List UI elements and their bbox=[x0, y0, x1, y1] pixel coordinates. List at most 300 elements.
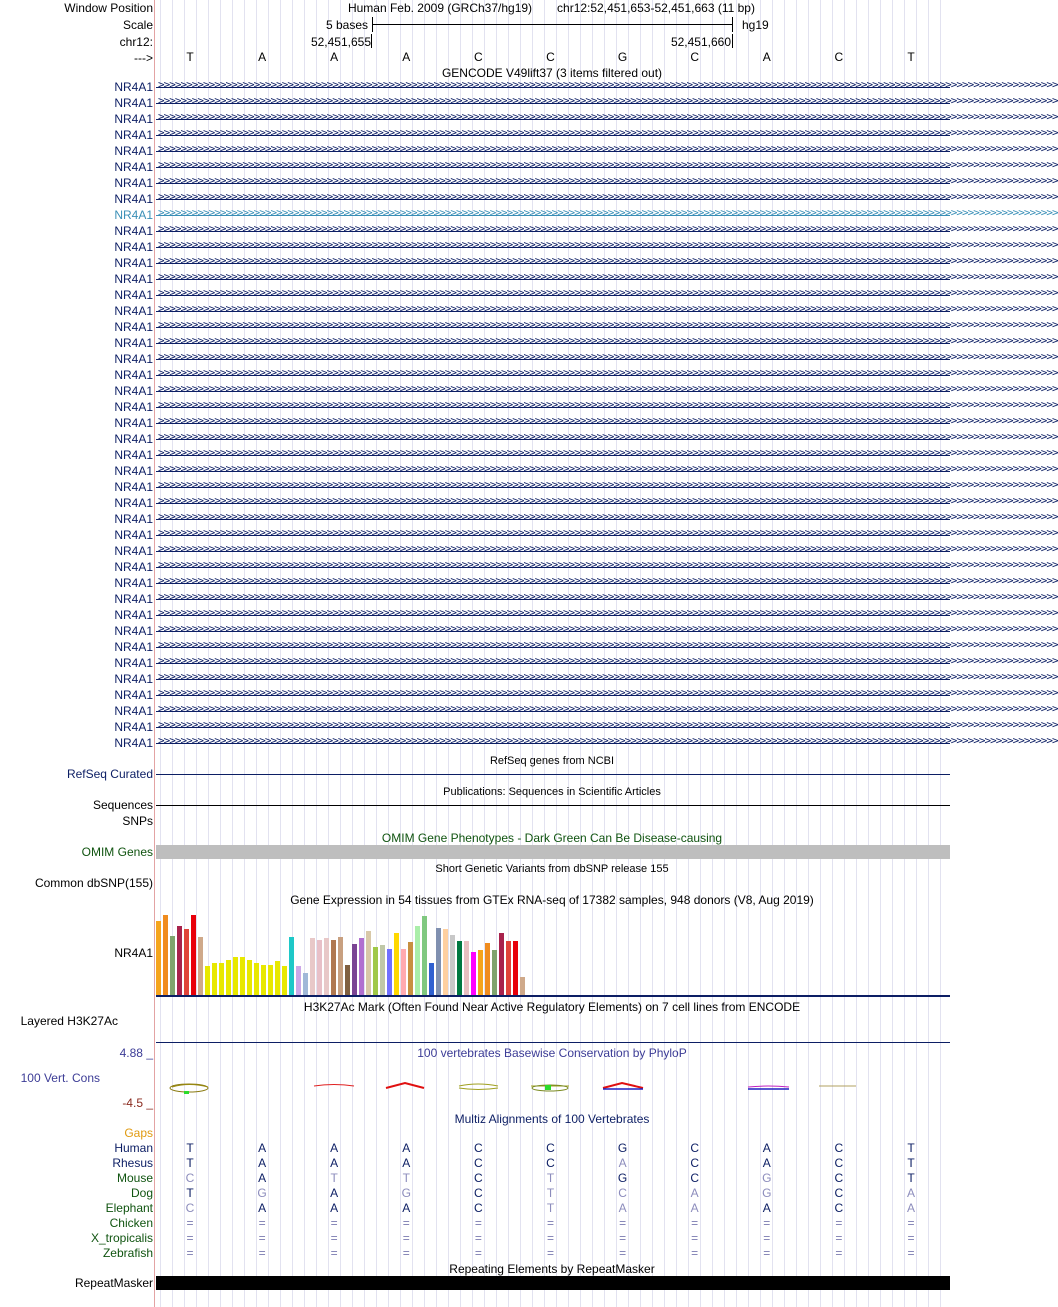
alignment-base: = bbox=[402, 1216, 410, 1230]
gtex-title[interactable]: Gene Expression in 54 tissues from GTEx RNA-seq of 17382 samples, 948 donors (V8, Aug 2019) bbox=[290, 893, 814, 907]
chrom-label[interactable]: chr12: bbox=[119, 35, 153, 49]
gencode-gene-label[interactable]: NR4A1 bbox=[114, 560, 153, 574]
strand-arrows: >>>>>>>>>>>>>>>>>>>>>>>>>>>>>>>>>>>>>>>>>>>>>>>>>>>>>>>>>>>>>>>>>>>>>>>>>>>>>>>>>>>>>>>>>>>>>>>>>>>>>>>>>>>>>>>>>>>>>>>>>>>>>>>>>>>>>>>>>>>>>>>>>>>>>>>>>>>>>>>> bbox=[158, 526, 1058, 539]
gencode-transcript[interactable] bbox=[156, 318, 1058, 334]
alignment-base: C bbox=[474, 1141, 483, 1155]
gencode-transcript[interactable] bbox=[156, 510, 1058, 526]
gencode-transcript[interactable] bbox=[156, 558, 1058, 574]
strand-arrows: >>>>>>>>>>>>>>>>>>>>>>>>>>>>>>>>>>>>>>>>>>>>>>>>>>>>>>>>>>>>>>>>>>>>>>>>>>>>>>>>>>>>>>>>>>>>>>>>>>>>>>>>>>>>>>>>>>>>>>>>>>>>>>>>>>>>>>>>>>>>>>>>>>>>>>>>>>>>>>>> bbox=[158, 702, 1058, 715]
gtex-bar[interactable] bbox=[240, 957, 245, 995]
gencode-gene-label[interactable]: NR4A1 bbox=[114, 688, 153, 702]
gtex-bar[interactable] bbox=[275, 961, 280, 995]
alignment-base: = bbox=[907, 1246, 915, 1260]
phylop-min: -4.5 _ bbox=[122, 1096, 153, 1110]
phylop-label[interactable]: 100 Vert. Cons bbox=[20, 1071, 100, 1085]
gencode-transcript[interactable] bbox=[156, 446, 1058, 462]
alignment-base: C bbox=[618, 1186, 627, 1200]
label-separator bbox=[154, 0, 155, 1307]
gencode-gene-label[interactable]: NR4A1 bbox=[114, 240, 153, 254]
gtex-bar[interactable] bbox=[310, 938, 315, 995]
gencode-gene-label[interactable]: NR4A1 bbox=[114, 640, 153, 654]
gencode-transcript[interactable] bbox=[156, 398, 1058, 414]
alignment-base: A bbox=[330, 1201, 339, 1215]
gencode-transcript[interactable] bbox=[156, 430, 1058, 446]
gtex-bar-chart[interactable] bbox=[156, 908, 950, 995]
gtex-bar[interactable] bbox=[373, 947, 378, 995]
gtex-bar[interactable] bbox=[520, 977, 525, 995]
alignment-base: = bbox=[763, 1231, 771, 1245]
omim-title[interactable]: OMIM Gene Phenotypes - Dark Green Can Be Disease-causing bbox=[381, 831, 723, 845]
gencode-gene-label[interactable]: NR4A1 bbox=[114, 400, 153, 414]
gtex-bar[interactable] bbox=[513, 941, 518, 995]
dbsnp-label[interactable]: Common dbSNP(155) bbox=[34, 876, 153, 890]
gencode-gene-label[interactable]: NR4A1 bbox=[114, 464, 153, 478]
alignment-base: C bbox=[834, 1141, 844, 1155]
strand-toggle[interactable]: ---> bbox=[134, 51, 153, 65]
alignment-base: T bbox=[907, 1156, 915, 1170]
alignment-base: G bbox=[762, 1171, 772, 1185]
gtex-bar[interactable] bbox=[296, 966, 301, 995]
gencode-title[interactable]: GENCODE V49lift37 (3 items filtered out) bbox=[441, 66, 663, 80]
gencode-gene-label[interactable]: NR4A1 bbox=[114, 336, 153, 350]
gencode-transcript[interactable] bbox=[156, 286, 1058, 302]
gtex-bar[interactable] bbox=[429, 963, 434, 995]
reference-base: T bbox=[907, 50, 915, 64]
gtex-bar[interactable] bbox=[219, 963, 224, 995]
strand-arrows: >>>>>>>>>>>>>>>>>>>>>>>>>>>>>>>>>>>>>>>>>>>>>>>>>>>>>>>>>>>>>>>>>>>>>>>>>>>>>>>>>>>>>>>>>>>>>>>>>>>>>>>>>>>>>>>>>>>>>>>>>>>>>>>>>>>>>>>>>>>>>>>>>>>>>>>>>>>>>>>> bbox=[158, 126, 1058, 139]
gtex-bar[interactable] bbox=[289, 937, 294, 995]
coord-right: 52,451,660 bbox=[670, 35, 731, 49]
strand-arrows: >>>>>>>>>>>>>>>>>>>>>>>>>>>>>>>>>>>>>>>>>>>>>>>>>>>>>>>>>>>>>>>>>>>>>>>>>>>>>>>>>>>>>>>>>>>>>>>>>>>>>>>>>>>>>>>>>>>>>>>>>>>>>>>>>>>>>>>>>>>>>>>>>>>>>>>>>>>>>>>> bbox=[158, 670, 1058, 683]
scale-bar-tick-left bbox=[372, 17, 373, 32]
gencode-transcript[interactable] bbox=[156, 366, 1058, 382]
strand-arrows: >>>>>>>>>>>>>>>>>>>>>>>>>>>>>>>>>>>>>>>>>>>>>>>>>>>>>>>>>>>>>>>>>>>>>>>>>>>>>>>>>>>>>>>>>>>>>>>>>>>>>>>>>>>>>>>>>>>>>>>>>>>>>>>>>>>>>>>>>>>>>>>>>>>>>>>>>>>>>>>> bbox=[158, 142, 1058, 155]
gencode-transcript[interactable] bbox=[156, 526, 1058, 542]
gencode-transcript[interactable] bbox=[156, 334, 1058, 350]
position-text: chr12:52,451,653-52,451,663 (11 bp) bbox=[557, 1, 755, 15]
alignment-base: A bbox=[258, 1171, 267, 1185]
gencode-transcript[interactable] bbox=[156, 590, 1058, 606]
gtex-bar[interactable] bbox=[198, 937, 203, 995]
gtex-bar[interactable] bbox=[254, 963, 259, 995]
alignment-base: C bbox=[474, 1156, 483, 1170]
gencode-gene-label[interactable]: NR4A1 bbox=[114, 704, 153, 718]
alignment-base: = bbox=[330, 1231, 338, 1245]
omim-bar[interactable] bbox=[156, 845, 950, 859]
alignment-base: = bbox=[402, 1246, 410, 1260]
gencode-gene-label[interactable]: NR4A1 bbox=[114, 160, 153, 174]
gencode-gene-label[interactable]: NR4A1 bbox=[114, 192, 153, 206]
gencode-gene-label[interactable]: NR4A1 bbox=[114, 592, 153, 606]
gencode-gene-label[interactable]: NR4A1 bbox=[114, 528, 153, 542]
db-text: hg19 bbox=[742, 18, 769, 32]
gtex-bar[interactable] bbox=[177, 926, 182, 995]
gencode-gene-label[interactable]: NR4A1 bbox=[114, 304, 153, 318]
multiz-gaps-label[interactable]: Gaps bbox=[124, 1126, 153, 1140]
gencode-gene-label[interactable]: NR4A1 bbox=[114, 288, 153, 302]
gtex-bar[interactable] bbox=[338, 937, 343, 995]
alignment-base: = bbox=[474, 1246, 482, 1260]
alignment-base: C bbox=[834, 1186, 844, 1200]
strand-arrows: >>>>>>>>>>>>>>>>>>>>>>>>>>>>>>>>>>>>>>>>>>>>>>>>>>>>>>>>>>>>>>>>>>>>>>>>>>>>>>>>>>>>>>>>>>>>>>>>>>>>>>>>>>>>>>>>>>>>>>>>>>>>>>>>>>>>>>>>>>>>>>>>>>>>>>>>>>>>>>>> bbox=[158, 110, 1058, 123]
gtex-bar[interactable] bbox=[163, 915, 168, 995]
gtex-bar[interactable] bbox=[401, 949, 406, 995]
gencode-transcript[interactable] bbox=[156, 142, 1058, 158]
gencode-gene-label[interactable]: NR4A1 bbox=[114, 112, 153, 126]
strand-arrows: >>>>>>>>>>>>>>>>>>>>>>>>>>>>>>>>>>>>>>>>>>>>>>>>>>>>>>>>>>>>>>>>>>>>>>>>>>>>>>>>>>>>>>>>>>>>>>>>>>>>>>>>>>>>>>>>>>>>>>>>>>>>>>>>>>>>>>>>>>>>>>>>>>>>>>>>>>>>>>>> bbox=[158, 398, 1058, 411]
gtex-bar[interactable] bbox=[233, 957, 238, 995]
gencode-gene-label[interactable]: NR4A1 bbox=[114, 272, 153, 286]
alignment-base: = bbox=[258, 1231, 266, 1245]
gtex-bar[interactable] bbox=[492, 950, 497, 995]
alignment-base: = bbox=[258, 1216, 266, 1230]
gtex-bar[interactable] bbox=[485, 943, 490, 995]
alignment-base: A bbox=[762, 1141, 771, 1155]
gencode-transcript[interactable] bbox=[156, 494, 1058, 510]
gtex-bar[interactable] bbox=[156, 921, 161, 995]
alignment-base: G bbox=[762, 1186, 772, 1200]
alignment-base: C bbox=[474, 1186, 483, 1200]
alignment-base: = bbox=[258, 1246, 266, 1260]
alignment-base: A bbox=[906, 1186, 916, 1200]
gtex-bar[interactable] bbox=[443, 929, 448, 995]
strand-arrows: >>>>>>>>>>>>>>>>>>>>>>>>>>>>>>>>>>>>>>>>>>>>>>>>>>>>>>>>>>>>>>>>>>>>>>>>>>>>>>>>>>>>>>>>>>>>>>>>>>>>>>>>>>>>>>>>>>>>>>>>>>>>>>>>>>>>>>>>>>>>>>>>>>>>>>>>>>>>>>>> bbox=[158, 286, 1058, 299]
alignment-base: T bbox=[186, 1141, 194, 1155]
window-position-label[interactable]: Window Position bbox=[64, 1, 153, 15]
gtex-bar[interactable] bbox=[408, 942, 413, 995]
gencode-transcript[interactable] bbox=[156, 670, 1058, 686]
alignment-base: A bbox=[330, 1186, 339, 1200]
publications-line[interactable] bbox=[156, 805, 950, 806]
alignment-base: G bbox=[257, 1186, 267, 1200]
gencode-transcript[interactable] bbox=[156, 702, 1058, 718]
alignment-base: = bbox=[907, 1216, 915, 1230]
strand-arrows: >>>>>>>>>>>>>>>>>>>>>>>>>>>>>>>>>>>>>>>>>>>>>>>>>>>>>>>>>>>>>>>>>>>>>>>>>>>>>>>>>>>>>>>>>>>>>>>>>>>>>>>>>>>>>>>>>>>>>>>>>>>>>>>>>>>>>>>>>>>>>>>>>>>>>>>>>>>>>>>> bbox=[158, 478, 1058, 491]
alignment-base: G bbox=[617, 1141, 628, 1155]
gencode-gene-label[interactable]: NR4A1 bbox=[114, 176, 153, 190]
refseq-label[interactable]: RefSeq Curated bbox=[66, 767, 153, 781]
gencode-transcript[interactable] bbox=[156, 222, 1058, 238]
gencode-transcript[interactable] bbox=[156, 254, 1058, 270]
alignment-base: C bbox=[834, 1201, 844, 1215]
gencode-transcript[interactable] bbox=[156, 462, 1058, 478]
reference-base: T bbox=[186, 50, 194, 64]
scale-bar bbox=[372, 24, 733, 25]
alignment-base: A bbox=[690, 1186, 699, 1200]
strand-arrows: >>>>>>>>>>>>>>>>>>>>>>>>>>>>>>>>>>>>>>>>>>>>>>>>>>>>>>>>>>>>>>>>>>>>>>>>>>>>>>>>>>>>>>>>>>>>>>>>>>>>>>>>>>>>>>>>>>>>>>>>>>>>>>>>>>>>>>>>>>>>>>>>>>>>>>>>>>>>>>>> bbox=[158, 638, 1058, 651]
gencode-gene-label[interactable]: NR4A1 bbox=[114, 672, 153, 686]
gencode-transcript[interactable] bbox=[156, 94, 1058, 110]
strand-arrows: >>>>>>>>>>>>>>>>>>>>>>>>>>>>>>>>>>>>>>>>>>>>>>>>>>>>>>>>>>>>>>>>>>>>>>>>>>>>>>>>>>>>>>>>>>>>>>>>>>>>>>>>>>>>>>>>>>>>>>>>>>>>>>>>>>>>>>>>>>>>>>>>>>>>>>>>>>>>>>>> bbox=[158, 590, 1058, 603]
alignment-base: A bbox=[402, 1156, 411, 1170]
strand-arrows: >>>>>>>>>>>>>>>>>>>>>>>>>>>>>>>>>>>>>>>>>>>>>>>>>>>>>>>>>>>>>>>>>>>>>>>>>>>>>>>>>>>>>>>>>>>>>>>>>>>>>>>>>>>>>>>>>>>>>>>>>>>>>>>>>>>>>>>>>>>>>>>>>>>>>>>>>>>>>>>> bbox=[158, 302, 1058, 315]
gtex-bar[interactable] bbox=[352, 944, 357, 995]
strand-arrows: >>>>>>>>>>>>>>>>>>>>>>>>>>>>>>>>>>>>>>>>>>>>>>>>>>>>>>>>>>>>>>>>>>>>>>>>>>>>>>>>>>>>>>>>>>>>>>>>>>>>>>>>>>>>>>>>>>>>>>>>>>>>>>>>>>>>>>>>>>>>>>>>>>>>>>>>>>>>>>>> bbox=[158, 366, 1058, 379]
gencode-transcript[interactable] bbox=[156, 542, 1058, 558]
gencode-transcript[interactable] bbox=[156, 350, 1058, 366]
strand-arrows: >>>>>>>>>>>>>>>>>>>>>>>>>>>>>>>>>>>>>>>>>>>>>>>>>>>>>>>>>>>>>>>>>>>>>>>>>>>>>>>>>>>>>>>>>>>>>>>>>>>>>>>>>>>>>>>>>>>>>>>>>>>>>>>>>>>>>>>>>>>>>>>>>>>>>>>>>>>>>>>> bbox=[158, 174, 1058, 187]
alignment-base: T bbox=[907, 1171, 915, 1185]
gencode-transcript[interactable] bbox=[156, 478, 1058, 494]
gencode-gene-label[interactable]: NR4A1 bbox=[114, 608, 153, 622]
gencode-gene-label[interactable]: NR4A1 bbox=[114, 720, 153, 734]
gencode-gene-label[interactable]: NR4A1 bbox=[114, 656, 153, 670]
strand-arrows: >>>>>>>>>>>>>>>>>>>>>>>>>>>>>>>>>>>>>>>>>>>>>>>>>>>>>>>>>>>>>>>>>>>>>>>>>>>>>>>>>>>>>>>>>>>>>>>>>>>>>>>>>>>>>>>>>>>>>>>>>>>>>>>>>>>>>>>>>>>>>>>>>>>>>>>>>>>>>>>> bbox=[158, 574, 1058, 587]
strand-arrows: >>>>>>>>>>>>>>>>>>>>>>>>>>>>>>>>>>>>>>>>>>>>>>>>>>>>>>>>>>>>>>>>>>>>>>>>>>>>>>>>>>>>>>>>>>>>>>>>>>>>>>>>>>>>>>>>>>>>>>>>>>>>>>>>>>>>>>>>>>>>>>>>>>>>>>>>>>>>>>>> bbox=[158, 446, 1058, 459]
gencode-transcript[interactable] bbox=[156, 158, 1058, 174]
gtex-bar[interactable] bbox=[359, 938, 364, 995]
species-label[interactable]: Elephant bbox=[105, 1201, 153, 1215]
gtex-bar[interactable] bbox=[366, 931, 371, 995]
multiz-title[interactable]: Multiz Alignments of 100 Vertebrates bbox=[454, 1112, 650, 1126]
gencode-transcript[interactable] bbox=[156, 190, 1058, 206]
alignment-base: = bbox=[402, 1231, 410, 1245]
alignment-base: C bbox=[690, 1156, 700, 1170]
alignment-base: A bbox=[618, 1201, 627, 1215]
gencode-transcript[interactable] bbox=[156, 78, 1058, 94]
reference-base: C bbox=[690, 50, 700, 64]
gtex-bar[interactable] bbox=[205, 966, 210, 995]
gtex-bar[interactable] bbox=[464, 941, 469, 995]
alignment-base: = bbox=[474, 1216, 482, 1230]
gencode-gene-label[interactable]: NR4A1 bbox=[114, 480, 153, 494]
phylop-wiggle[interactable] bbox=[156, 1074, 950, 1098]
alignment-base: A bbox=[402, 1201, 411, 1215]
gtex-bar[interactable] bbox=[268, 965, 273, 995]
gtex-bar[interactable] bbox=[226, 960, 231, 995]
alignment-base: C bbox=[834, 1171, 844, 1185]
alignment-base: T bbox=[907, 1141, 915, 1155]
gtex-bar[interactable] bbox=[184, 929, 189, 995]
repeatmasker-title[interactable]: Repeating Elements by RepeatMasker bbox=[449, 1262, 655, 1276]
gencode-gene-label[interactable]: NR4A1 bbox=[114, 496, 153, 510]
gtex-bar[interactable] bbox=[422, 916, 427, 995]
alignment-base: = bbox=[835, 1246, 843, 1260]
gtex-label[interactable]: NR4A1 bbox=[114, 946, 153, 960]
alignment-base: = bbox=[691, 1231, 699, 1245]
alignment-base: = bbox=[763, 1216, 771, 1230]
strand-arrows: >>>>>>>>>>>>>>>>>>>>>>>>>>>>>>>>>>>>>>>>>>>>>>>>>>>>>>>>>>>>>>>>>>>>>>>>>>>>>>>>>>>>>>>>>>>>>>>>>>>>>>>>>>>>>>>>>>>>>>>>>>>>>>>>>>>>>>>>>>>>>>>>>>>>>>>>>>>>>>>> bbox=[158, 606, 1058, 619]
repeatmasker-bar[interactable] bbox=[156, 1276, 950, 1290]
scale-label[interactable]: Scale bbox=[122, 18, 153, 32]
strand-arrows: >>>>>>>>>>>>>>>>>>>>>>>>>>>>>>>>>>>>>>>>>>>>>>>>>>>>>>>>>>>>>>>>>>>>>>>>>>>>>>>>>>>>>>>>>>>>>>>>>>>>>>>>>>>>>>>>>>>>>>>>>>>>>>>>>>>>>>>>>>>>>>>>>>>>>>>>>>>>>>>> bbox=[158, 558, 1058, 571]
gencode-gene-label[interactable]: NR4A1 bbox=[114, 96, 153, 110]
alignment-base: T bbox=[186, 1186, 194, 1200]
phylop-title[interactable]: 100 vertebrates Basewise Conservation by PhyloP bbox=[417, 1046, 687, 1060]
alignment-base: A bbox=[258, 1156, 267, 1170]
gencode-gene-label[interactable]: NR4A1 bbox=[114, 416, 153, 430]
strand-arrows: >>>>>>>>>>>>>>>>>>>>>>>>>>>>>>>>>>>>>>>>>>>>>>>>>>>>>>>>>>>>>>>>>>>>>>>>>>>>>>>>>>>>>>>>>>>>>>>>>>>>>>>>>>>>>>>>>>>>>>>>>>>>>>>>>>>>>>>>>>>>>>>>>>>>>>>>>>>>>>>> bbox=[158, 430, 1058, 443]
gencode-transcript[interactable] bbox=[156, 126, 1058, 142]
gencode-transcript[interactable] bbox=[156, 622, 1058, 638]
strand-arrows: >>>>>>>>>>>>>>>>>>>>>>>>>>>>>>>>>>>>>>>>>>>>>>>>>>>>>>>>>>>>>>>>>>>>>>>>>>>>>>>>>>>>>>>>>>>>>>>>>>>>>>>>>>>>>>>>>>>>>>>>>>>>>>>>>>>>>>>>>>>>>>>>>>>>>>>>>>>>>>>> bbox=[158, 494, 1058, 507]
alignment-base: = bbox=[835, 1216, 843, 1230]
strand-arrows: >>>>>>>>>>>>>>>>>>>>>>>>>>>>>>>>>>>>>>>>>>>>>>>>>>>>>>>>>>>>>>>>>>>>>>>>>>>>>>>>>>>>>>>>>>>>>>>>>>>>>>>>>>>>>>>>>>>>>>>>>>>>>>>>>>>>>>>>>>>>>>>>>>>>>>>>>>>>>>>> bbox=[158, 222, 1058, 235]
gtex-bar[interactable] bbox=[471, 952, 476, 995]
strand-arrows: >>>>>>>>>>>>>>>>>>>>>>>>>>>>>>>>>>>>>>>>>>>>>>>>>>>>>>>>>>>>>>>>>>>>>>>>>>>>>>>>>>>>>>>>>>>>>>>>>>>>>>>>>>>>>>>>>>>>>>>>>>>>>>>>>>>>>>>>>>>>>>>>>>>>>>>>>>>>>>>> bbox=[158, 270, 1058, 283]
alignment-base: = bbox=[619, 1216, 627, 1230]
species-label[interactable]: X_tropicalis bbox=[90, 1231, 153, 1245]
gencode-transcript[interactable] bbox=[156, 734, 1058, 750]
strand-arrows: >>>>>>>>>>>>>>>>>>>>>>>>>>>>>>>>>>>>>>>>>>>>>>>>>>>>>>>>>>>>>>>>>>>>>>>>>>>>>>>>>>>>>>>>>>>>>>>>>>>>>>>>>>>>>>>>>>>>>>>>>>>>>>>>>>>>>>>>>>>>>>>>>>>>>>>>>>>>>>>> bbox=[158, 318, 1058, 331]
strand-arrows: >>>>>>>>>>>>>>>>>>>>>>>>>>>>>>>>>>>>>>>>>>>>>>>>>>>>>>>>>>>>>>>>>>>>>>>>>>>>>>>>>>>>>>>>>>>>>>>>>>>>>>>>>>>>>>>>>>>>>>>>>>>>>>>>>>>>>>>>>>>>>>>>>>>>>>>>>>>>>>>> bbox=[158, 734, 1058, 747]
gtex-bar[interactable] bbox=[450, 935, 455, 995]
alignment-base: C bbox=[690, 1171, 700, 1185]
gencode-gene-label[interactable]: NR4A1 bbox=[114, 384, 153, 398]
gencode-gene-label[interactable]: NR4A1 bbox=[114, 624, 153, 638]
gencode-transcript[interactable] bbox=[156, 302, 1058, 318]
gtex-bar[interactable] bbox=[247, 960, 252, 995]
strand-arrows: >>>>>>>>>>>>>>>>>>>>>>>>>>>>>>>>>>>>>>>>>>>>>>>>>>>>>>>>>>>>>>>>>>>>>>>>>>>>>>>>>>>>>>>>>>>>>>>>>>>>>>>>>>>>>>>>>>>>>>>>>>>>>>>>>>>>>>>>>>>>>>>>>>>>>>>>>>>>>>>> bbox=[158, 190, 1058, 203]
gtex-bar[interactable] bbox=[394, 933, 399, 995]
strand-arrows: >>>>>>>>>>>>>>>>>>>>>>>>>>>>>>>>>>>>>>>>>>>>>>>>>>>>>>>>>>>>>>>>>>>>>>>>>>>>>>>>>>>>>>>>>>>>>>>>>>>>>>>>>>>>>>>>>>>>>>>>>>>>>>>>>>>>>>>>>>>>>>>>>>>>>>>>>>>>>>>> bbox=[158, 158, 1058, 171]
gtex-bar[interactable] bbox=[415, 926, 420, 995]
gencode-gene-label[interactable]: NR4A1 bbox=[114, 224, 153, 238]
alignment-base: = bbox=[907, 1231, 915, 1245]
reference-base: G bbox=[617, 50, 628, 64]
gencode-transcript[interactable] bbox=[156, 606, 1058, 622]
strand-arrows: >>>>>>>>>>>>>>>>>>>>>>>>>>>>>>>>>>>>>>>>>>>>>>>>>>>>>>>>>>>>>>>>>>>>>>>>>>>>>>>>>>>>>>>>>>>>>>>>>>>>>>>>>>>>>>>>>>>>>>>>>>>>>>>>>>>>>>>>>>>>>>>>>>>>>>>>>>>>>>>> bbox=[158, 238, 1058, 251]
gencode-transcript[interactable] bbox=[156, 206, 1058, 222]
species-label[interactable]: Chicken bbox=[109, 1216, 153, 1230]
alignment-base: A bbox=[258, 1201, 267, 1215]
h3k27ac-label[interactable]: Layered H3K27Ac bbox=[20, 1014, 118, 1028]
gtex-bar[interactable] bbox=[212, 963, 217, 995]
gtex-bar[interactable] bbox=[457, 941, 462, 995]
gtex-bar[interactable] bbox=[436, 928, 441, 995]
gtex-bar[interactable] bbox=[191, 915, 196, 995]
gtex-bar[interactable] bbox=[303, 973, 308, 995]
alignment-base: = bbox=[186, 1216, 194, 1230]
gencode-transcript[interactable] bbox=[156, 238, 1058, 254]
h3k27ac-baseline bbox=[156, 1042, 950, 1043]
species-label[interactable]: Mouse bbox=[116, 1171, 153, 1185]
alignment-base: T bbox=[402, 1171, 410, 1185]
species-label[interactable]: Zebrafish bbox=[102, 1246, 153, 1260]
refseq-line[interactable] bbox=[156, 774, 950, 775]
gtex-bar[interactable] bbox=[478, 950, 483, 995]
strand-arrows: >>>>>>>>>>>>>>>>>>>>>>>>>>>>>>>>>>>>>>>>>>>>>>>>>>>>>>>>>>>>>>>>>>>>>>>>>>>>>>>>>>>>>>>>>>>>>>>>>>>>>>>>>>>>>>>>>>>>>>>>>>>>>>>>>>>>>>>>>>>>>>>>>>>>>>>>>>>>>>>> bbox=[158, 382, 1058, 395]
gtex-bar[interactable] bbox=[380, 945, 385, 995]
gtex-bar[interactable] bbox=[170, 936, 175, 995]
alignment-base: = bbox=[474, 1231, 482, 1245]
gencode-transcript[interactable] bbox=[156, 110, 1058, 126]
strand-arrows: >>>>>>>>>>>>>>>>>>>>>>>>>>>>>>>>>>>>>>>>>>>>>>>>>>>>>>>>>>>>>>>>>>>>>>>>>>>>>>>>>>>>>>>>>>>>>>>>>>>>>>>>>>>>>>>>>>>>>>>>>>>>>>>>>>>>>>>>>>>>>>>>>>>>>>>>>>>>>>>> bbox=[158, 78, 1058, 91]
gtex-bar[interactable] bbox=[282, 966, 287, 995]
reference-base: A bbox=[330, 50, 339, 64]
alignment-base: A bbox=[402, 1141, 411, 1155]
strand-arrows: >>>>>>>>>>>>>>>>>>>>>>>>>>>>>>>>>>>>>>>>>>>>>>>>>>>>>>>>>>>>>>>>>>>>>>>>>>>>>>>>>>>>>>>>>>>>>>>>>>>>>>>>>>>>>>>>>>>>>>>>>>>>>>>>>>>>>>>>>>>>>>>>>>>>>>>>>>>>>>>> bbox=[158, 622, 1058, 635]
coord-tick-left bbox=[371, 34, 372, 48]
gencode-gene-label[interactable]: NR4A1 bbox=[114, 576, 153, 590]
alignment-base: = bbox=[186, 1246, 194, 1260]
gencode-gene-label[interactable]: NR4A1 bbox=[114, 208, 153, 222]
gtex-bar[interactable] bbox=[317, 940, 322, 995]
gtex-bar[interactable] bbox=[324, 938, 329, 995]
gencode-transcript[interactable] bbox=[156, 174, 1058, 190]
gencode-transcript[interactable] bbox=[156, 270, 1058, 286]
alignment-base: A bbox=[906, 1201, 916, 1215]
alignment-base: A bbox=[618, 1156, 627, 1170]
gencode-transcript[interactable] bbox=[156, 686, 1058, 702]
gencode-gene-label[interactable]: NR4A1 bbox=[114, 256, 153, 270]
gencode-gene-label[interactable]: NR4A1 bbox=[114, 368, 153, 382]
alignment-base: G bbox=[617, 1171, 628, 1185]
gtex-bar[interactable] bbox=[387, 949, 392, 995]
alignment-base: = bbox=[546, 1246, 555, 1260]
alignment-base: = bbox=[186, 1231, 194, 1245]
alignment-base: = bbox=[330, 1246, 338, 1260]
gtex-bar[interactable] bbox=[506, 941, 511, 995]
publications-label[interactable]: Sequences bbox=[92, 798, 153, 812]
gtex-baseline bbox=[156, 995, 950, 997]
alignment-base: = bbox=[330, 1216, 338, 1230]
species-label[interactable]: Dog bbox=[130, 1186, 153, 1200]
species-label[interactable]: Rhesus bbox=[112, 1156, 153, 1170]
gencode-gene-label[interactable]: NR4A1 bbox=[114, 432, 153, 446]
dbsnp-title[interactable]: Short Genetic Variants from dbSNP release 155 bbox=[435, 863, 669, 875]
gencode-gene-label[interactable]: NR4A1 bbox=[114, 144, 153, 158]
gencode-gene-label[interactable]: NR4A1 bbox=[114, 448, 153, 462]
alignment-base: A bbox=[258, 1141, 267, 1155]
gencode-gene-label[interactable]: NR4A1 bbox=[114, 512, 153, 526]
gencode-transcript[interactable] bbox=[156, 414, 1058, 430]
alignment-base: C bbox=[834, 1156, 844, 1170]
reference-base: C bbox=[834, 50, 844, 64]
gencode-transcript[interactable] bbox=[156, 638, 1058, 654]
coord-left: 52,451,655 bbox=[310, 35, 371, 49]
gencode-transcript[interactable] bbox=[156, 382, 1058, 398]
gencode-gene-label[interactable]: NR4A1 bbox=[114, 320, 153, 334]
scale-bar-tick-right bbox=[732, 17, 733, 32]
strand-arrows: >>>>>>>>>>>>>>>>>>>>>>>>>>>>>>>>>>>>>>>>>>>>>>>>>>>>>>>>>>>>>>>>>>>>>>>>>>>>>>>>>>>>>>>>>>>>>>>>>>>>>>>>>>>>>>>>>>>>>>>>>>>>>>>>>>>>>>>>>>>>>>>>>>>>>>>>>>>>>>>> bbox=[158, 206, 1058, 219]
publications-title[interactable]: Publications: Sequences in Scientific Articles bbox=[443, 786, 661, 798]
gtex-bar[interactable] bbox=[345, 965, 350, 995]
alignment-base: A bbox=[330, 1156, 339, 1170]
gtex-bar[interactable] bbox=[331, 940, 336, 995]
gencode-transcript[interactable] bbox=[156, 574, 1058, 590]
alignment-base: = bbox=[691, 1246, 699, 1260]
gencode-transcript[interactable] bbox=[156, 718, 1058, 734]
alignment-base: T bbox=[330, 1171, 338, 1185]
gencode-gene-label[interactable]: NR4A1 bbox=[114, 544, 153, 558]
alignment-base: A bbox=[330, 1141, 339, 1155]
repeatmasker-label[interactable]: RepeatMasker bbox=[74, 1276, 153, 1290]
alignment-base: C bbox=[185, 1201, 195, 1215]
gencode-transcript[interactable] bbox=[156, 654, 1058, 670]
gencode-gene-label[interactable]: NR4A1 bbox=[114, 736, 153, 750]
gencode-gene-label[interactable]: NR4A1 bbox=[114, 128, 153, 142]
phylop-max: 4.88 _ bbox=[119, 1046, 153, 1060]
publications-snps-label[interactable]: SNPs bbox=[122, 814, 153, 828]
strand-arrows: >>>>>>>>>>>>>>>>>>>>>>>>>>>>>>>>>>>>>>>>>>>>>>>>>>>>>>>>>>>>>>>>>>>>>>>>>>>>>>>>>>>>>>>>>>>>>>>>>>>>>>>>>>>>>>>>>>>>>>>>>>>>>>>>>>>>>>>>>>>>>>>>>>>>>>>>>>>>>>>> bbox=[158, 686, 1058, 699]
gencode-gene-label[interactable]: NR4A1 bbox=[114, 80, 153, 94]
alignment-base: C bbox=[546, 1156, 555, 1170]
strand-arrows: >>>>>>>>>>>>>>>>>>>>>>>>>>>>>>>>>>>>>>>>>>>>>>>>>>>>>>>>>>>>>>>>>>>>>>>>>>>>>>>>>>>>>>>>>>>>>>>>>>>>>>>>>>>>>>>>>>>>>>>>>>>>>>>>>>>>>>>>>>>>>>>>>>>>>>>>>>>>>>>> bbox=[158, 414, 1058, 427]
gtex-bar[interactable] bbox=[261, 965, 266, 995]
strand-arrows: >>>>>>>>>>>>>>>>>>>>>>>>>>>>>>>>>>>>>>>>>>>>>>>>>>>>>>>>>>>>>>>>>>>>>>>>>>>>>>>>>>>>>>>>>>>>>>>>>>>>>>>>>>>>>>>>>>>>>>>>>>>>>>>>>>>>>>>>>>>>>>>>>>>>>>>>>>>>>>>> bbox=[158, 462, 1058, 475]
reference-base: A bbox=[762, 50, 771, 64]
gencode-gene-label[interactable]: NR4A1 bbox=[114, 352, 153, 366]
species-label[interactable]: Human bbox=[114, 1141, 153, 1155]
strand-arrows: >>>>>>>>>>>>>>>>>>>>>>>>>>>>>>>>>>>>>>>>>>>>>>>>>>>>>>>>>>>>>>>>>>>>>>>>>>>>>>>>>>>>>>>>>>>>>>>>>>>>>>>>>>>>>>>>>>>>>>>>>>>>>>>>>>>>>>>>>>>>>>>>>>>>>>>>>>>>>>>> bbox=[158, 654, 1058, 667]
refseq-title[interactable]: RefSeq genes from NCBI bbox=[489, 755, 615, 767]
gtex-bar[interactable] bbox=[499, 933, 504, 995]
omim-label[interactable]: OMIM Genes bbox=[81, 845, 153, 859]
alignment-base: C bbox=[474, 1171, 483, 1185]
alignment-base: = bbox=[619, 1231, 627, 1245]
h3k27ac-title[interactable]: H3K27Ac Mark (Often Found Near Active Regulatory Elements) on 7 cell lines from ENCODE bbox=[303, 1000, 801, 1014]
